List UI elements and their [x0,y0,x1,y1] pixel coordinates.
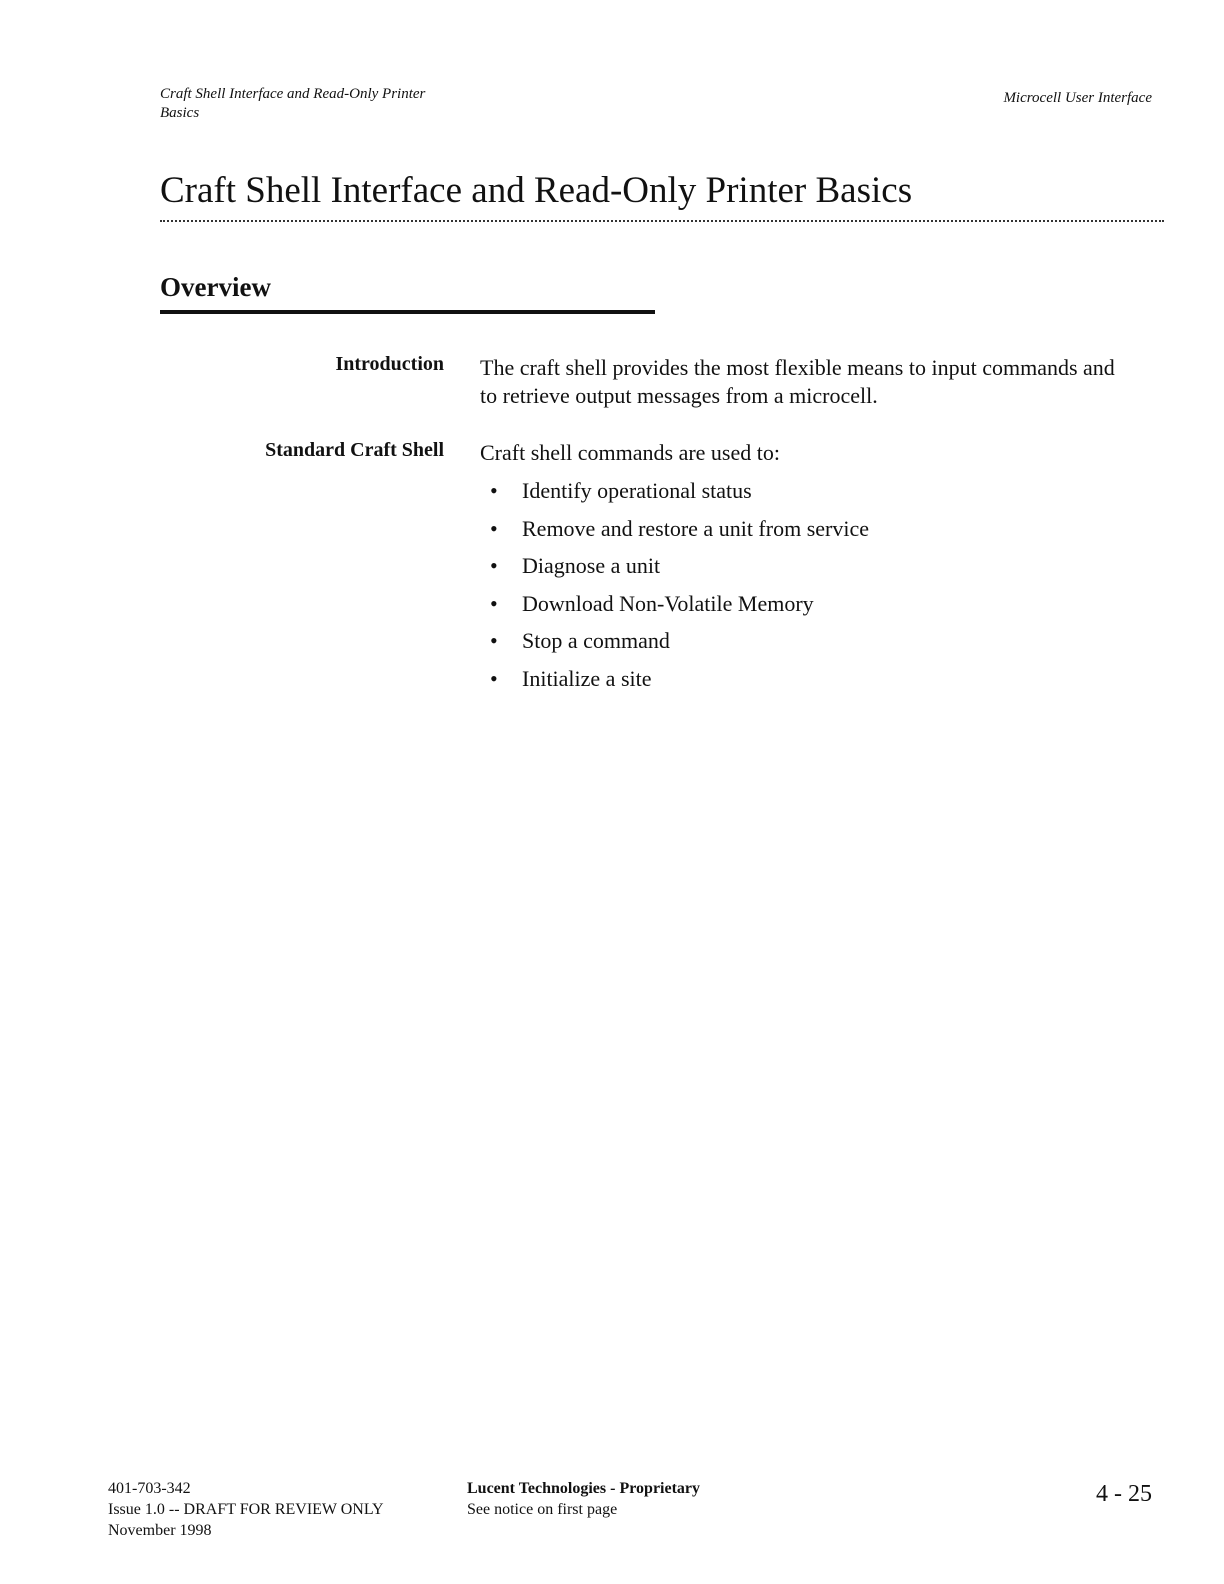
list-item [480,590,1170,628]
introduction-label: Introduction [335,353,444,375]
footer-proprietary: Lucent Technologies - Proprietary [467,1480,701,1497]
introduction-paragraph [480,354,1170,410]
running-header-left-line1: Craft Shell Interface and Read-Only Printer [160,86,426,102]
list-item-text: Download Non-Volatile Memory [522,590,814,616]
standard-craft-shell-body [480,439,1170,702]
running-header-left [160,85,500,123]
running-header-right: Microcell User Interface [1003,90,1152,106]
list-item [480,552,1170,590]
page-title: Craft Shell Interface and Read-Only Printer Basics [160,170,913,211]
title-dotted-rule [160,220,1164,222]
footer-document-info [108,1478,384,1541]
command-uses-list [480,477,1170,702]
introduction-line-1: The craft shell provides the most flexible means to input commands and [480,355,1115,380]
footer-doc-number: 401-703-342 [108,1480,191,1497]
introduction-line-2: to retrieve output messages from a microcell. [480,383,878,408]
section-heading: Overview [160,272,271,302]
bullet-icon: • [490,478,498,503]
list-item-text: Initialize a site [522,665,652,691]
list-item-text: Identify operational status [522,478,752,503]
list-item [480,665,1170,703]
footer-date: November 1998 [108,1522,212,1539]
list-item [480,515,1170,553]
footer-proprietary-notice [467,1478,700,1520]
standard-craft-shell-lead: Craft shell commands are used to: [480,440,780,465]
section-heading-rule [160,310,655,314]
list-item-text: Diagnose a unit [522,553,661,578]
bullet-icon: • [490,590,498,616]
running-header-left-line2: Basics [160,105,200,121]
list-item-text: Remove and restore a unit from service [522,515,869,541]
list-item [480,477,1170,515]
bullet-icon: • [490,665,498,691]
page-number: 4 - 25 [1096,1481,1152,1507]
list-item [480,627,1170,665]
bullet-icon: • [490,628,498,653]
list-item-text: Stop a command [522,628,670,653]
bullet-icon: • [490,515,498,541]
footer-issue: Issue 1.0 -- DRAFT FOR REVIEW ONLY [108,1501,384,1518]
footer-notice: See notice on first page [467,1501,618,1518]
standard-craft-shell-label: Standard Craft Shell [265,439,444,461]
bullet-icon: • [490,553,498,578]
